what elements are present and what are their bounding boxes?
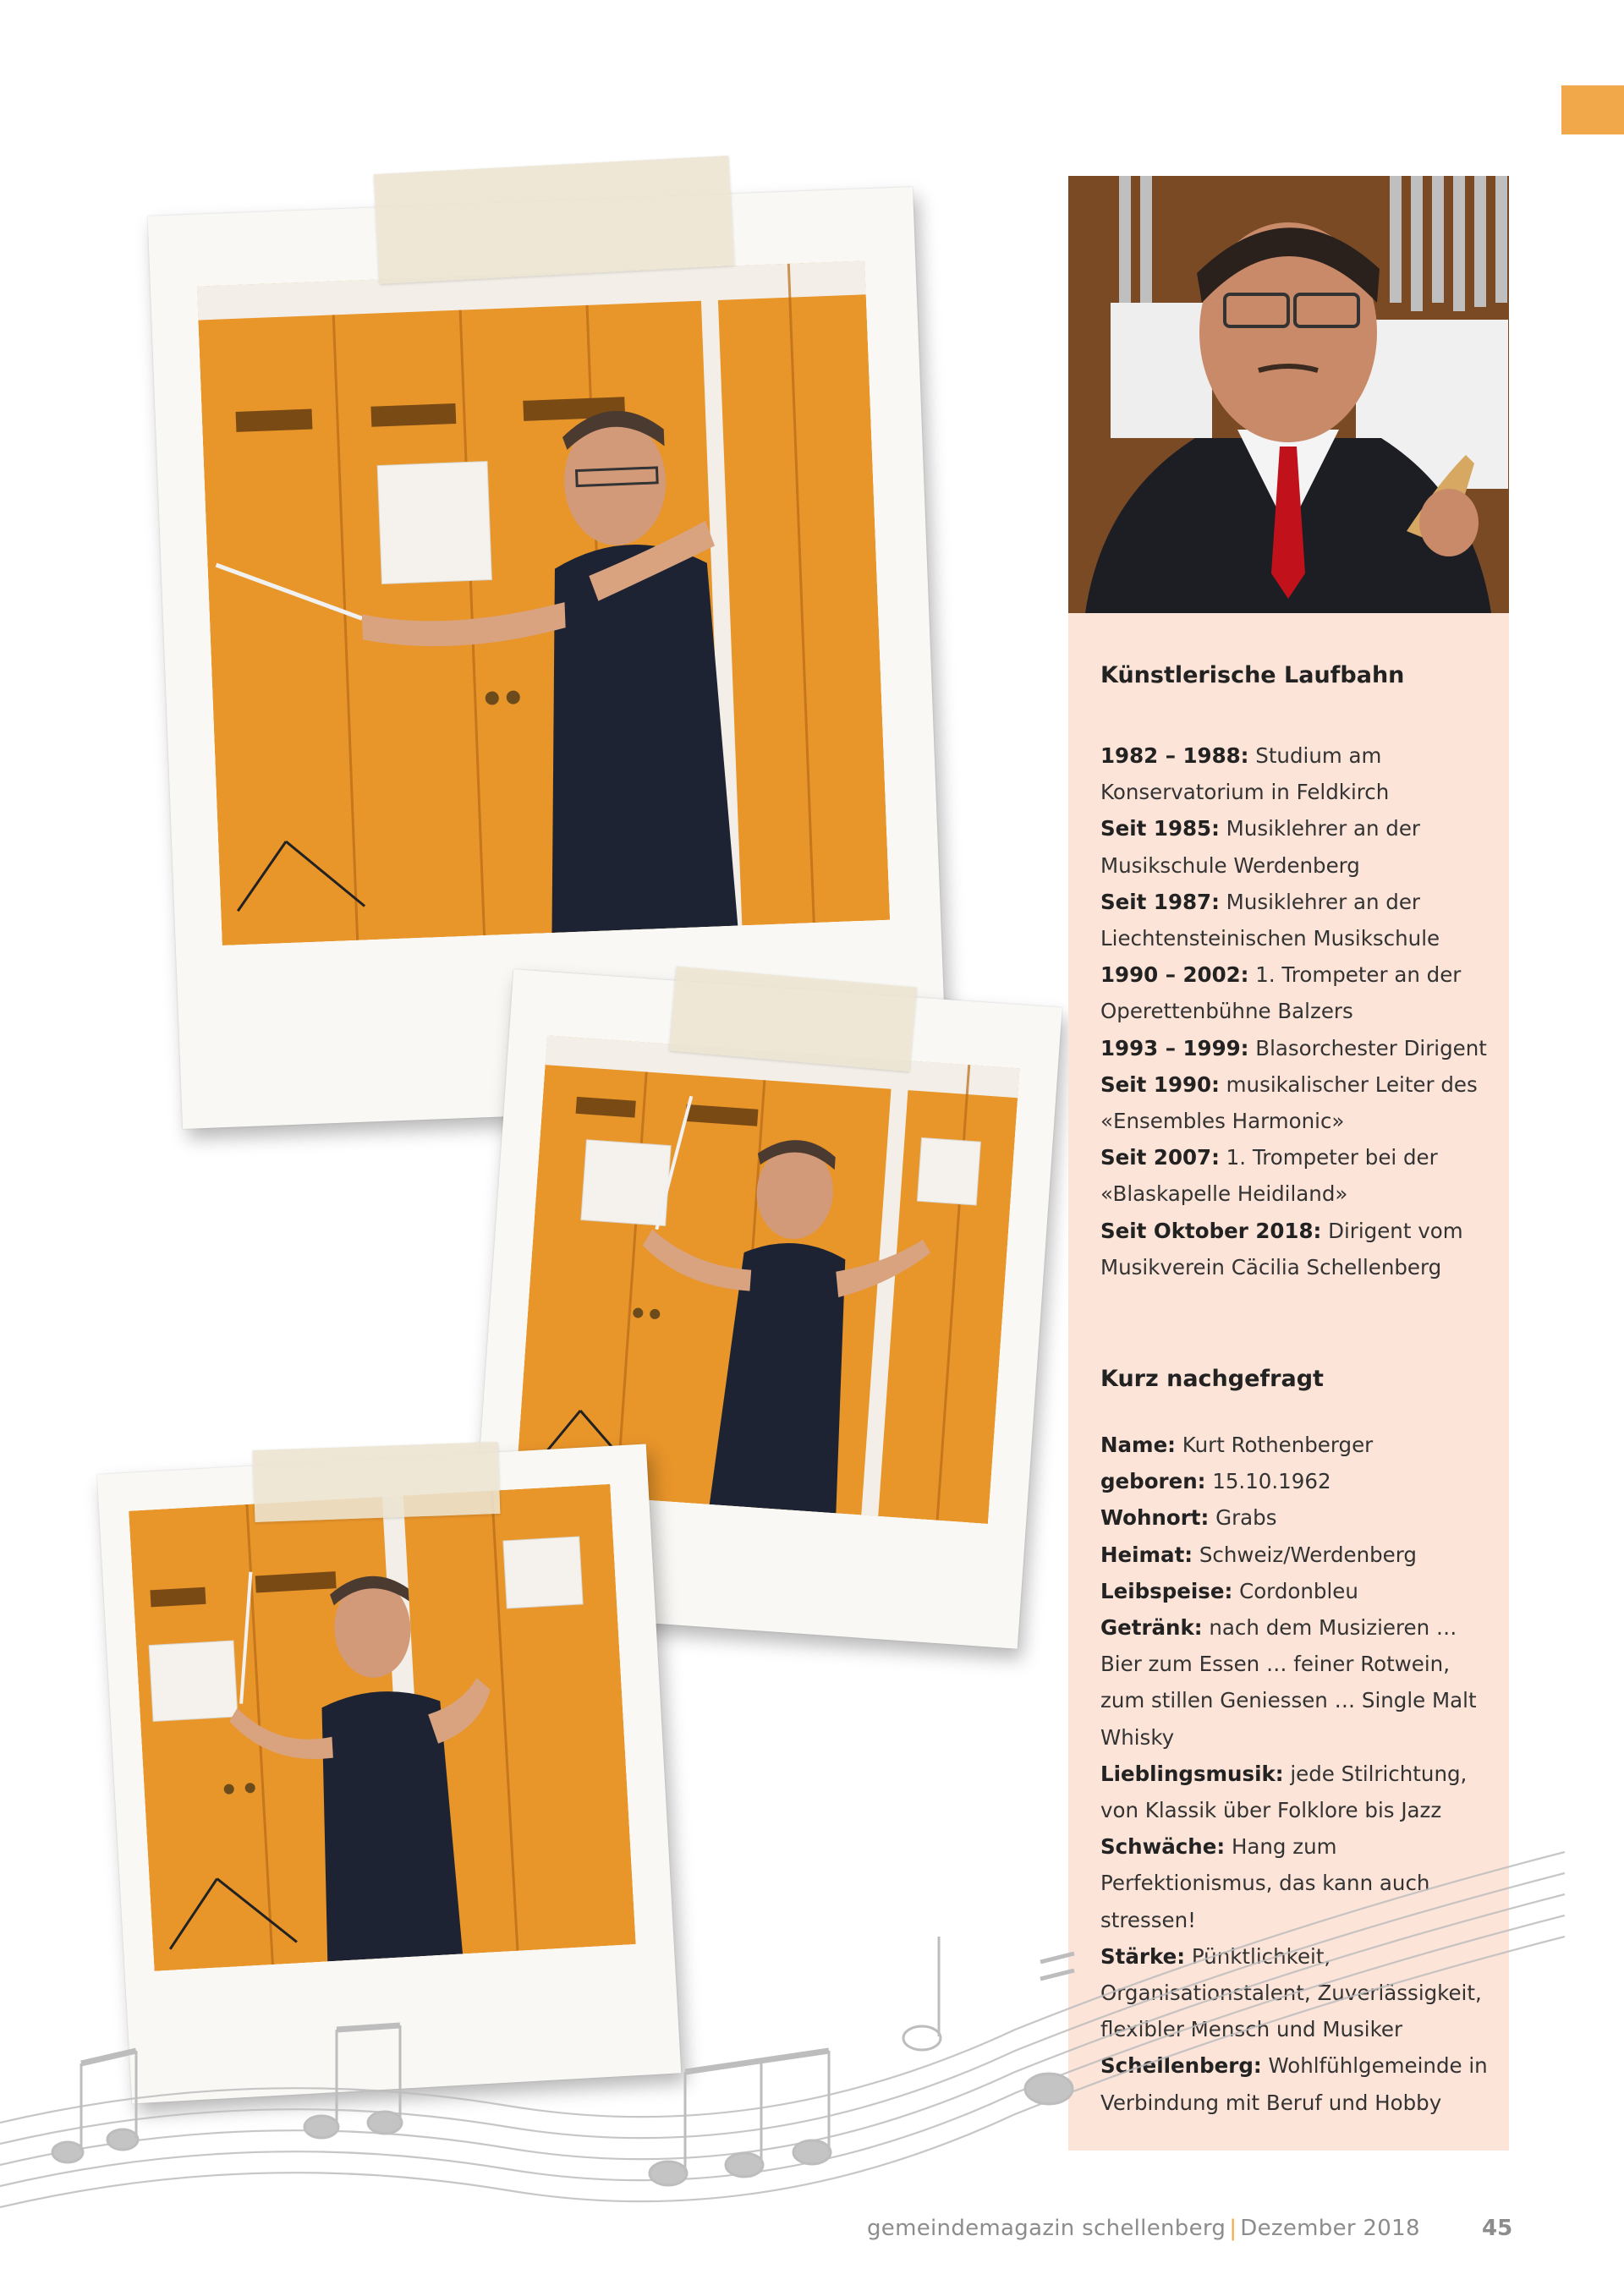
footer-separator: | xyxy=(1229,2216,1237,2241)
issue-date: Dezember 2018 xyxy=(1240,2216,1420,2241)
career-entry: 1993 – 1999: Blasorchester Dirigent xyxy=(1100,1035,1487,1060)
profile-entry: Wohnort: Grabs xyxy=(1100,1505,1277,1531)
footer-info xyxy=(867,2216,1420,2241)
profile-entry: Stärke: Pünktlichkeit, Organisationstalent, Zuverlässigkeit, flexibler Mensch und Musiker xyxy=(1100,1943,1482,2042)
career-entry: 1982 – 1988: Studium am Konservatorium in Feldkirch xyxy=(1100,743,1390,805)
tape-strip-3 xyxy=(253,1442,501,1522)
career-entry: Seit 2007: 1. Trompeter bei der «Blaskapelle Heidiland» xyxy=(1100,1145,1438,1207)
career-entry: Seit 1987: Musiklehrer an der Liechtensteinischen Musikschule xyxy=(1100,889,1440,951)
corner-tab xyxy=(1561,85,1624,134)
portrait-photo xyxy=(1068,176,1509,613)
magazine-name: gemeindemagazin schellenberg xyxy=(867,2216,1226,2241)
profile-entry: Schwäche: Hang zum Perfektionismus, das kann auch stressen! xyxy=(1100,1834,1430,1932)
profile-entry: geboren: 15.10.1962 xyxy=(1100,1469,1331,1494)
profile-entry: Schellenberg: Wohlfühlgemeinde in Verbindung mit Beruf und Hobby xyxy=(1100,2053,1488,2115)
career-heading: Künstlerische Laufbahn xyxy=(1100,662,1405,688)
profile-heading: Kurz nachgefragt xyxy=(1100,1366,1324,1392)
profile-entry: Leibspeise: Cordonbleu xyxy=(1100,1578,1358,1603)
career-entry: Seit Oktober 2018: Dirigent vom Musikverein Cäcilia Schellenberg xyxy=(1100,1218,1463,1280)
conductor-photo-1 xyxy=(197,260,890,945)
career-entry: Seit 1990: musikalischer Leiter des «Ensembles Harmonic» xyxy=(1100,1071,1478,1134)
profile-entry: Lieblingsmusik: jede Stilrichtung, von Klassik über Folklore bis Jazz xyxy=(1100,1761,1468,1823)
profile-entry: Getränk: nach dem Musizieren … Bier zum Essen … feiner Rotwein, zum stillen Geniessen … Single Malt Whisky xyxy=(1100,1615,1477,1750)
tape-strip-1 xyxy=(374,156,734,284)
career-list xyxy=(1100,737,1490,1285)
career-entry: Seit 1985: Musiklehrer an der Musikschule Werdenberg xyxy=(1100,816,1421,878)
page-number: 45 xyxy=(1482,2216,1513,2241)
profile-entry: Heimat: Schweiz/Werdenberg xyxy=(1100,1542,1417,1567)
profile-entry: Name: Kurt Rothenberger xyxy=(1100,1433,1374,1457)
career-entry: 1990 – 2002: 1. Trompeter an der Operettenbühne Balzers xyxy=(1100,962,1462,1024)
